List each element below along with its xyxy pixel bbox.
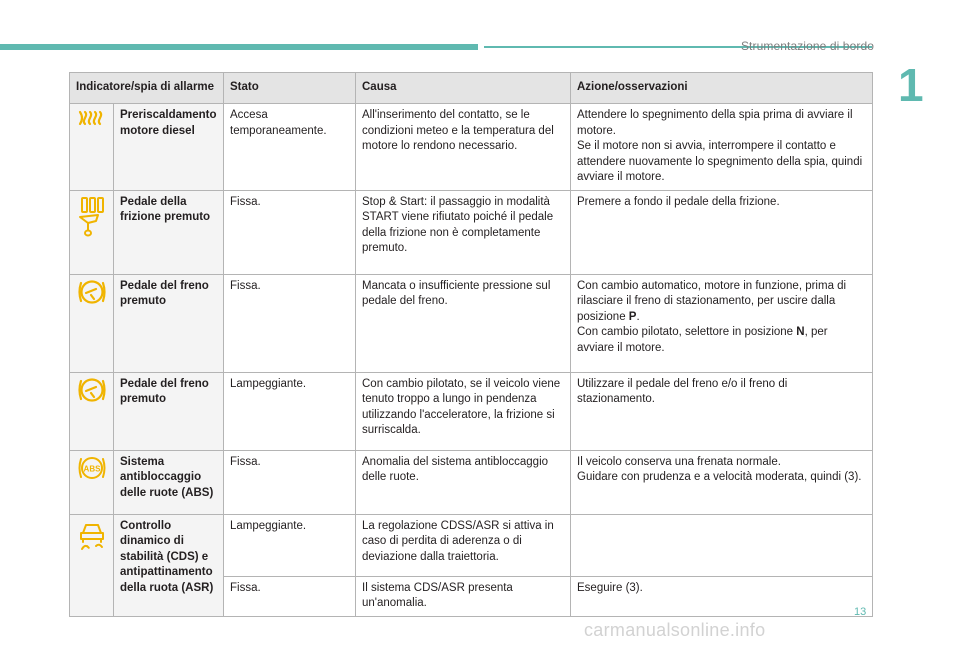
azione-cell: Eseguire (3). — [571, 576, 873, 616]
causa-cell: Stop & Start: il passaggio in modalità START viene rifiutato poiché il pedale della frizione non è completamente premuto. — [356, 190, 571, 274]
page-section-title: Strumentazione di bordo — [740, 39, 874, 53]
icon-cell — [70, 450, 114, 514]
table-row — [70, 190, 873, 274]
stato-cell: Fissa. — [224, 576, 356, 616]
brake-pedal-icon — [76, 377, 107, 403]
azione-cell: Il veicolo conserva una frenata normale. Guidare con prudenza e a velocità moderata, quindi (3). — [571, 450, 873, 514]
stato-cell: Lampeggiante. — [224, 514, 356, 576]
indicator-name: Pedale della frizione premuto — [114, 190, 224, 274]
page-number: 13 — [854, 606, 867, 618]
indicator-name: Preriscaldamento motore diesel — [114, 104, 224, 191]
header-accent-bar — [0, 44, 478, 50]
icon-cell — [70, 514, 114, 616]
table-row — [70, 104, 873, 191]
icon-cell — [70, 274, 114, 372]
stato-cell: Fissa. — [224, 450, 356, 514]
column-header-azione: Azione/osservazioni — [571, 73, 873, 104]
clutch-pedal-icon — [76, 195, 107, 237]
causa-cell: Mancata o insufficiente pressione sul pedale del freno. — [356, 274, 571, 372]
azione-cell — [571, 514, 873, 576]
indicator-name: Pedale del freno premuto — [114, 372, 224, 450]
causa-cell: Anomalia del sistema antibloccaggio delle ruote. — [356, 450, 571, 514]
causa-cell: La regolazione CDSS/ASR si attiva in caso di perdita di aderenza o di deviazione dalla traiettoria. — [356, 514, 571, 576]
column-header-causa: Causa — [356, 73, 571, 104]
abs-icon — [76, 455, 107, 481]
azione-cell: Utilizzare il pedale del freno e/o il freno di stazionamento. — [571, 372, 873, 450]
azione-cell: Attendere lo spegnimento della spia prima di avviare il motore. Se il motore non si avvia, interrompere il contatto e attendere nuovamente lo spegnimento della spia, quindi avviare il motore. — [571, 104, 873, 191]
stato-cell: Accesa temporaneamente. — [224, 104, 356, 191]
table-row — [70, 274, 873, 372]
stability-control-icon — [76, 519, 107, 551]
table-row — [70, 514, 873, 576]
causa-cell: Il sistema CDS/ASR presenta un'anomalia. — [356, 576, 571, 616]
table-header-row — [70, 73, 873, 104]
icon-cell — [70, 372, 114, 450]
azione-cell: Con cambio automatico, motore in funzione, prima di rilasciare il freno di stazionamento, per uscire dalla posizione P. Con cambio pilotato, selettore in posizione N, per avviare il motore. — [571, 274, 873, 372]
glow-plug-preheating-icon — [76, 108, 107, 130]
indicator-name: Sistema antibloccaggio delle ruote (ABS) — [114, 450, 224, 514]
icon-cell — [70, 190, 114, 274]
table-row — [70, 450, 873, 514]
causa-cell: All'inserimento del contatto, se le condizioni meteo e la temperatura del motore lo rendono necessario. — [356, 104, 571, 191]
stato-cell: Fissa. — [224, 274, 356, 372]
stato-cell: Fissa. — [224, 190, 356, 274]
indicator-name: Pedale del freno premuto — [114, 274, 224, 372]
table-row — [70, 372, 873, 450]
svg-text:ABS: ABS — [83, 464, 100, 473]
stato-cell: Lampeggiante. — [224, 372, 356, 450]
causa-cell: Con cambio pilotato, se il veicolo viene tenuto troppo a lungo in pendenza utilizzando l'acceleratore, la frizione si surriscalda. — [356, 372, 571, 450]
column-header-stato: Stato — [224, 73, 356, 104]
icon-cell — [70, 104, 114, 191]
warning-lights-table — [69, 72, 873, 617]
brake-pedal-icon — [76, 279, 107, 305]
watermark: carmanualsonline.info — [584, 620, 766, 640]
chapter-number: 1 — [898, 59, 924, 111]
azione-cell: Premere a fondo il pedale della frizione. — [571, 190, 873, 274]
column-header-indicator: Indicatore/spia di allarme — [70, 73, 224, 104]
indicator-name: Controllo dinamico di stabilità (CDS) e antipattinamento della ruota (ASR) — [114, 514, 224, 616]
